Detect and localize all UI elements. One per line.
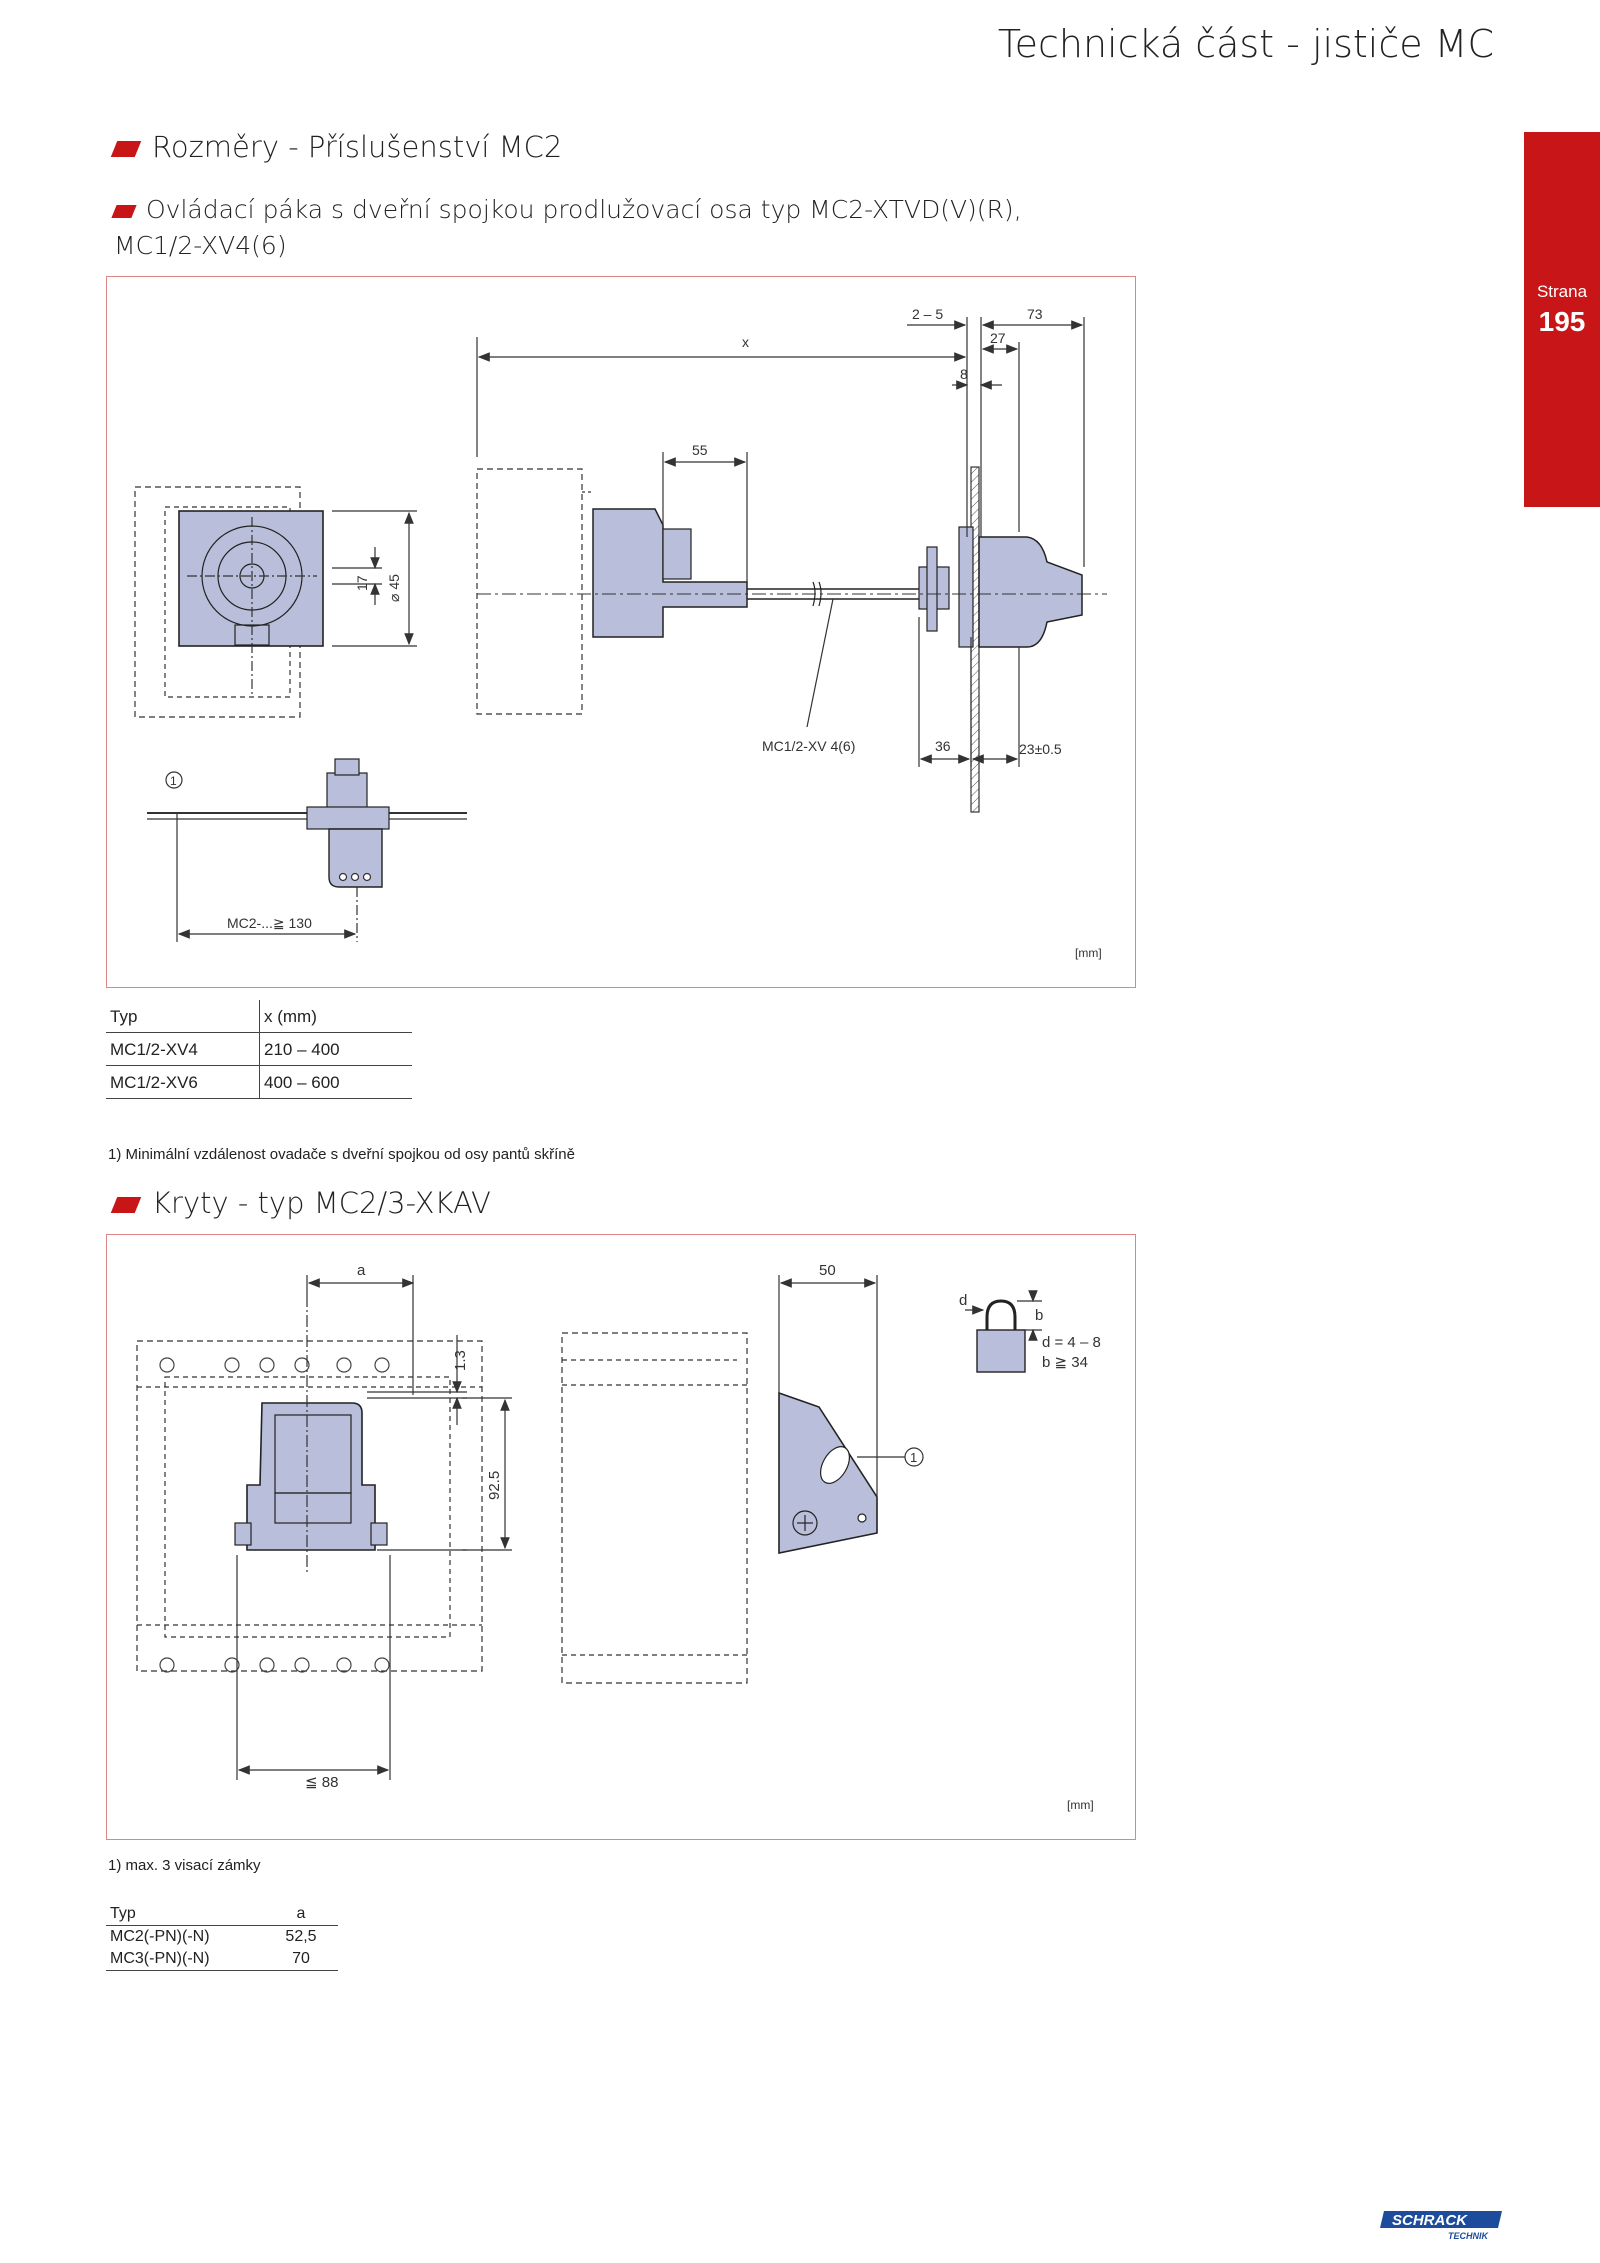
table-header-cell: Typ [106, 1000, 260, 1033]
table-row [106, 1948, 338, 1971]
padlock-shackle-icon [987, 1301, 1015, 1330]
schrack-logo [1378, 2208, 1502, 2242]
section-marker-icon [111, 1197, 141, 1213]
door-handle [979, 537, 1082, 647]
unit-label: [mm] [1067, 1798, 1094, 1812]
table-header-cell: x (mm) [260, 1000, 413, 1033]
drawing-frame-covers [106, 1234, 1136, 1840]
table-header-cell: a [264, 1903, 338, 1926]
technical-drawing-covers [107, 1235, 1135, 1839]
table-cell: 70 [264, 1948, 338, 1971]
table-cell: 52,5 [285, 1928, 317, 1945]
svg-text:TECHNIK: TECHNIK [1448, 2231, 1488, 2241]
lock-d-range: d = 4 – 8 [1042, 1334, 1101, 1351]
lock-b-range: b ≧ 34 [1042, 1354, 1088, 1371]
dim-50-label: 50 [819, 1262, 836, 1279]
schrack-logo-icon [1378, 2208, 1502, 2242]
dim-27-label: 27 [990, 330, 1006, 346]
dim-2-5-label: 2 – 5 [912, 306, 944, 322]
table-cell: MC2(-PN)(-N) [110, 1928, 210, 1945]
table-row [106, 1066, 412, 1099]
dim-b-label: b [1035, 1307, 1044, 1324]
padlock-icon [977, 1330, 1025, 1372]
dim-d-label: d [959, 1292, 968, 1309]
section1-subtitle-line1: Ovládací páka s dveřní spojkou prodlužovací osa typ MC2-XTVD(V)(R), [146, 195, 1022, 224]
table-row [106, 1926, 338, 1949]
dim-92-5-label: 92.5 [486, 1470, 503, 1500]
dim-x-label: x [742, 334, 749, 350]
svg-text:SCHRACK: SCHRACK [1392, 2212, 1467, 2229]
subsection-marker-icon [111, 205, 136, 218]
table-cell: MC3(-PN)(-N) [106, 1948, 264, 1971]
side-tab-label: Strana [1536, 282, 1588, 301]
table-row [106, 1033, 412, 1066]
table-shaft-types [106, 1000, 412, 1099]
table-cell: 400 – 600 [260, 1066, 413, 1099]
dim-a-label: a [357, 1262, 366, 1279]
page-side-tab [1524, 132, 1600, 507]
dim-55-label: 55 [692, 442, 708, 458]
dim-23-label: 23±0.5 [1019, 741, 1062, 757]
table-header-row [106, 1903, 338, 1926]
dim-130-label: MC2-...≧ 130 [227, 915, 312, 931]
unit-label: [mm] [1075, 946, 1102, 960]
dim-36-label: 36 [935, 738, 951, 754]
section2-title-row [114, 1186, 491, 1220]
table-header-cell: Typ [106, 1903, 264, 1926]
table-cover-types [106, 1903, 338, 1971]
dim-73-label: 73 [1027, 306, 1043, 322]
section1-title: Rozměry - Příslušenství MC2 [152, 130, 563, 164]
section2-title: Kryty - typ MC2/3-XKAV [152, 1186, 491, 1220]
section1-title-row [114, 130, 562, 164]
side-tab-page-number: 195 [1538, 306, 1586, 337]
section1-subtitle-line2: MC1/2-XV4(6) [114, 231, 287, 260]
table-cell: 210 – 400 [260, 1033, 413, 1066]
technical-drawing-door-coupling [107, 277, 1135, 987]
dim-45-label: ⌀ 45 [386, 574, 402, 602]
section2-footnote: 1) max. 3 visací zámky [108, 1857, 261, 1874]
dim-17-label: 17 [354, 575, 370, 591]
breaker-outline-side [477, 469, 582, 714]
drawing-frame-door-coupling [106, 276, 1136, 988]
section-marker-icon [111, 141, 141, 157]
section1-footnote: 1) Minimální vzdálenost ovadače s dveřní spojkou od osy pantů skříně [108, 1146, 575, 1163]
section1-subtitle [114, 192, 1114, 264]
shaft-type-label: MC1/2-XV 4(6) [762, 738, 856, 754]
dim-88-label: ≦ 88 [305, 1774, 339, 1791]
table-cell: MC1/2-XV6 [106, 1066, 260, 1099]
mark-1-label: 1 [170, 774, 177, 788]
dim-8-label: 8 [960, 366, 968, 382]
page-header-title: Technická část - jističe MC [997, 22, 1494, 66]
dim-1-3-label: 1.3 [452, 1350, 469, 1371]
padlock-cover [247, 1403, 375, 1550]
mark-1-label: 1 [910, 1450, 918, 1465]
table-cell: MC1/2-XV4 [106, 1033, 260, 1066]
table-header-row [106, 1000, 412, 1033]
